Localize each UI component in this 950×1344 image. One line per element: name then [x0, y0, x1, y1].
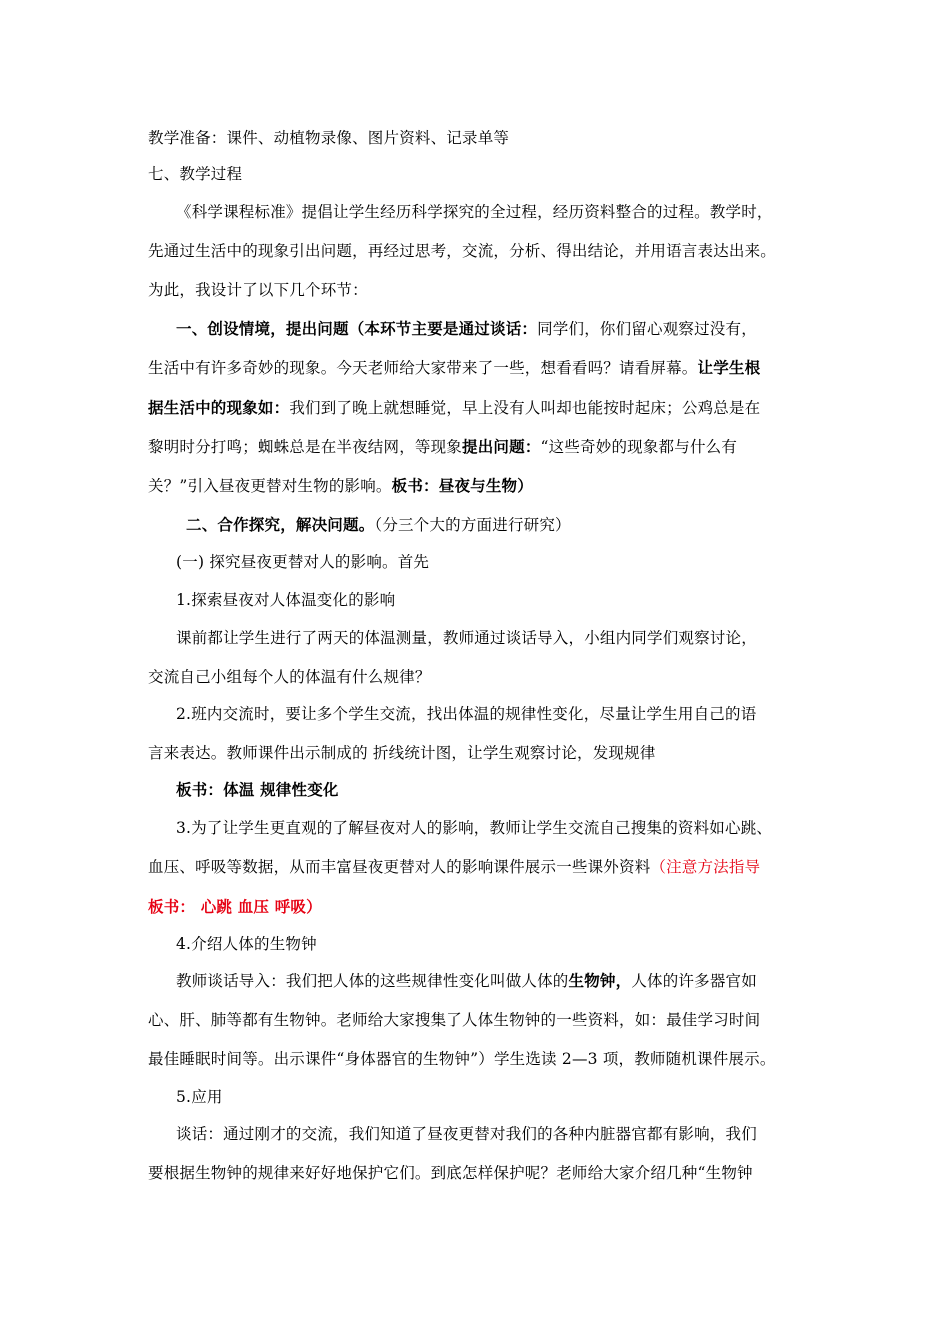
text-run: 板书： 心跳 血压 呼吸）: [148, 897, 322, 916]
text-line: [148, 241, 776, 261]
text-run: 2.班内交流时，要让多个学生交流，找出体温的规律性变化，尽量让学生用自己的语: [176, 705, 757, 723]
text-run: (一) 探究昼夜更替对人的影响。首先: [176, 553, 430, 571]
text-line: [176, 971, 757, 991]
text-line: [176, 1087, 223, 1107]
text-run: 交流自己小组每个人的体温有什么规律？: [148, 668, 431, 686]
text-run: “这些奇妙的现象都与什么有: [540, 438, 738, 456]
text-run: 一、创设情境，提出问题（本环节主要是通过谈话：: [176, 319, 538, 338]
text-run: 血压、呼吸等数据，从而丰富昼夜更替对人的影响课件展示一些课外资料: [148, 858, 651, 876]
text-line: [176, 818, 772, 838]
text-run: 黎明时分打鸣；蜘蛛总是在半夜结网，等现象: [148, 438, 463, 456]
text-run: 据生活中的现象如：: [148, 398, 290, 417]
text-run: 生物钟，: [568, 971, 632, 990]
text-run: 人体的许多器官如: [631, 972, 757, 990]
text-line: [148, 164, 242, 184]
text-line: [186, 515, 571, 535]
text-run: （分三个大的方面进行研究）: [374, 516, 571, 534]
text-line: [148, 1010, 760, 1030]
text-line: [148, 398, 760, 418]
text-run: 关？”引入昼夜更替对生物的影响。: [148, 477, 392, 495]
text-run: 教师谈话导入：我们把人体的这些规律性变化叫做人体的: [176, 972, 569, 990]
text-line: [148, 897, 322, 917]
text-run: 先通过生活中的现象引出问题，再经过思考，交流，分析、得出结论，并用语言表达出来。: [148, 242, 777, 260]
text-run: 心、肝、肺等都有生物钟。老师给大家搜集了人体生物钟的一些资料，如：最佳学习时间: [148, 1011, 761, 1029]
text-line: [176, 704, 756, 724]
text-line: [176, 628, 757, 648]
text-line: [148, 667, 431, 687]
text-line: [176, 202, 773, 222]
text-line: [176, 552, 429, 572]
text-line: [148, 437, 737, 457]
text-run: 让学生根: [697, 358, 761, 377]
text-run: 4.介绍人体的生物钟: [176, 935, 317, 953]
text-run: 板书：体温 规律性变化: [176, 780, 339, 799]
text-line: [176, 934, 317, 954]
text-run: 同学们，你们留心观察过没有，: [537, 320, 757, 338]
text-run: 为此，我设计了以下几个环节：: [148, 281, 368, 299]
text-line: [148, 1163, 753, 1183]
text-run: 七、教学过程: [148, 165, 243, 183]
text-line: [148, 280, 368, 300]
text-run: 言来表达。教师课件出示制成的 折线统计图，让学生观察讨论，发现规律: [148, 744, 656, 762]
text-run: 谈话：通过刚才的交流，我们知道了昼夜更替对我们的各种内脏器官都有影响，我们: [176, 1125, 757, 1143]
text-run: （注意方法指导: [650, 858, 761, 876]
text-line: [148, 857, 760, 877]
text-run: 提出问题：: [462, 437, 541, 456]
text-run: 要根据生物钟的规律来好好地保护它们。到底怎样保护呢？老师给大家介绍几种“生物钟: [148, 1164, 753, 1182]
text-run: 课前都让学生进行了两天的体温测量，教师通过谈话导入，小组内同学们观察讨论，: [176, 629, 757, 647]
text-line: [176, 780, 339, 800]
text-run: 最佳睡眠时间等。出示课件“身体器官的生物钟”）学生选读 2—3 项，教师随机课件展示。: [148, 1050, 776, 1068]
text-run: 1.探索昼夜对人体温变化的影响: [176, 591, 396, 609]
text-run: 《科学课程标准》提倡让学生经历科学探究的全过程，经历资料整合的过程。教学时，: [176, 203, 773, 221]
text-run: 教学准备：课件、动植物录像、图片资料、记录单等: [148, 129, 510, 147]
text-line: [148, 358, 760, 378]
text-line: [176, 590, 395, 610]
text-line: [176, 1124, 757, 1144]
text-run: 3.为了让学生更直观的了解昼夜对人的影响，教师让学生交流自己搜集的资料如心跳、: [176, 819, 773, 837]
text-line: [148, 743, 656, 763]
text-run: 二、合作探究，解决问题。: [186, 515, 375, 534]
text-line: [148, 1049, 776, 1069]
text-run: 我们到了晚上就想睡觉，早上没有人叫却也能按时起床；公鸡总是在: [289, 399, 761, 417]
text-run: 5.应用: [176, 1088, 223, 1106]
text-run: 板书：昼夜与生物）: [391, 476, 533, 495]
text-line: [176, 319, 757, 339]
text-line: [148, 128, 509, 148]
text-line: [148, 476, 533, 496]
text-run: 生活中有许多奇妙的现象。今天老师给大家带来了一些，想看看吗？请看屏幕。: [148, 359, 698, 377]
